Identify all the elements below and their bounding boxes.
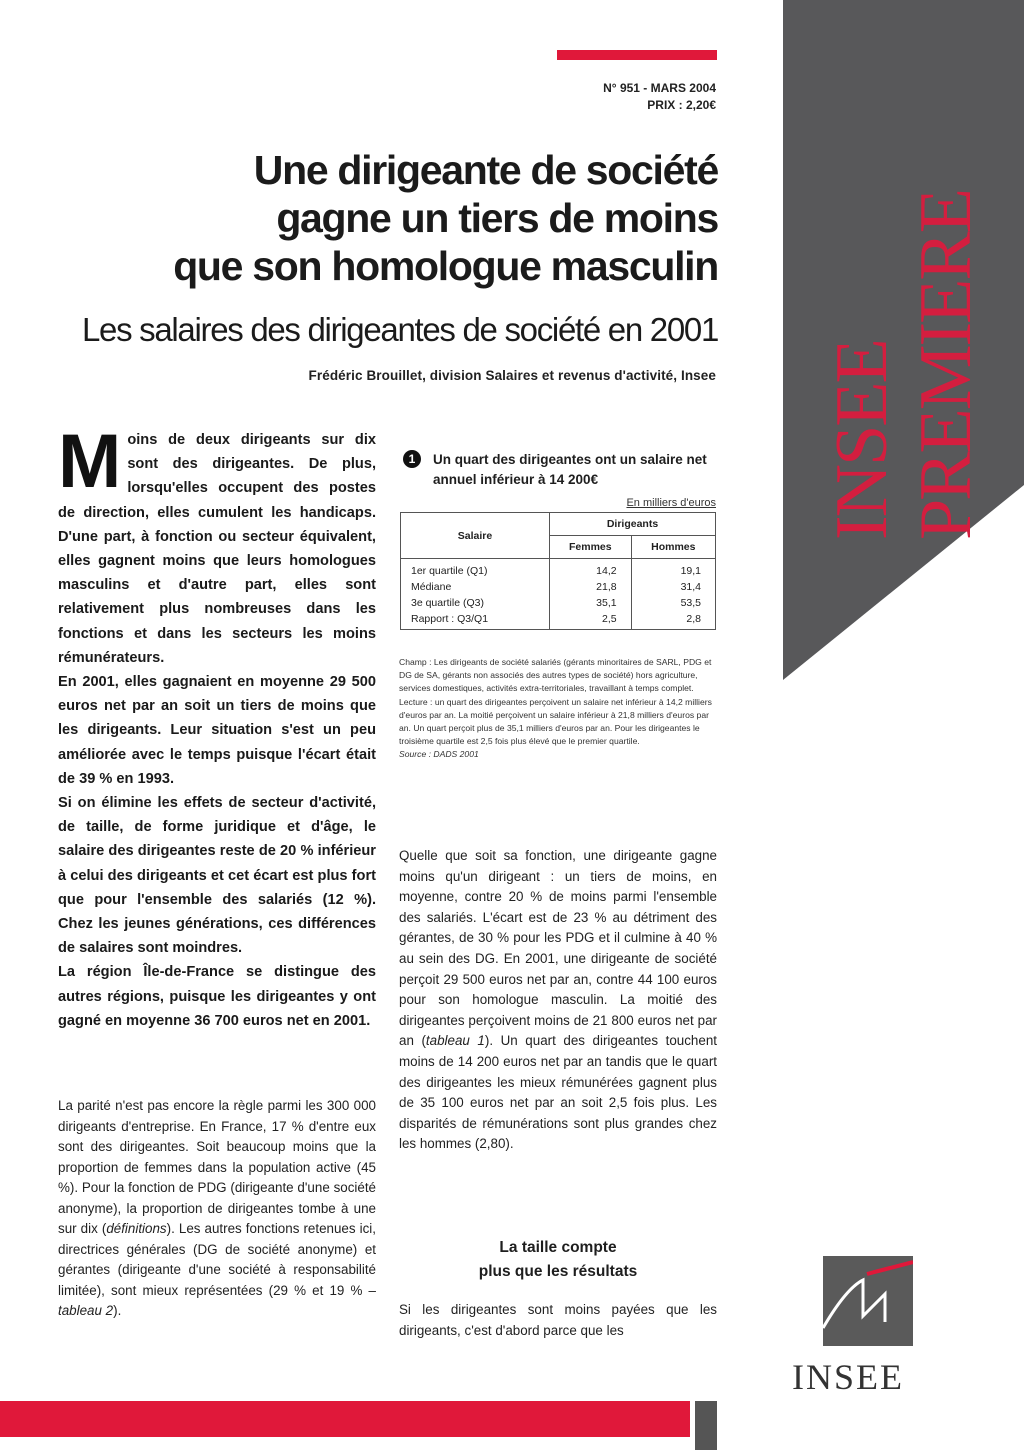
salary-table xyxy=(400,512,716,630)
figure-notes xyxy=(399,656,717,762)
title-line: que son homologue masculin xyxy=(173,243,718,289)
footer-dark-bar xyxy=(695,1401,717,1450)
cell-hommes: 31,4 xyxy=(631,579,715,595)
section-paragraph: Si les dirigeantes sont moins payées que les dirigeants, c'est d'abord parce que les xyxy=(399,1302,717,1338)
row-label: Médiane xyxy=(401,579,550,595)
header-accent-bar xyxy=(557,50,717,60)
insee-logo-icon xyxy=(823,1256,913,1346)
row-label: 3e quartile (Q3) xyxy=(401,595,550,611)
lead-paragraph: En 2001, elles gagnaient en moyenne 29 500 euros net par an soit un tiers de moins que les dirigeants. Leur situation s'est un peu améliorée avec le temps puisque l'écart était de 39 % en 1993. xyxy=(58,674,376,787)
cell-femmes: 35,1 xyxy=(550,595,632,611)
issue-number: N° 951 - MARS 2004 xyxy=(603,81,716,95)
col-header-femmes: Femmes xyxy=(550,536,632,559)
figure-number-badge: 1 xyxy=(403,450,421,468)
issue-price: PRIX : 2,20€ xyxy=(647,98,716,112)
note-lecture: Lecture : un quart des dirigeantes perçoivent un salaire net inférieur à 14,2 milliers d'euros par an. La moitié perçoivent un salaire inférieur à 21,8 milliers d'euros par an. Un quart perçoit plus de 35,1 milliers d'euros par an. Pour les dirigeantes le troisième quartile est 2,5 fois plus élevé que le premier quartile. xyxy=(399,696,712,747)
intro-ref: tableau 2 xyxy=(58,1303,114,1318)
note-source: Source : DADS 2001 xyxy=(399,749,479,760)
page-title xyxy=(38,146,718,290)
cell-hommes: 2,8 xyxy=(631,611,715,630)
drop-cap: M xyxy=(58,419,122,504)
figure-title: Un quart des dirigeantes ont un salaire net annuel inférieur à 14 200€ xyxy=(433,452,707,487)
figure-unit: En milliers d'euros xyxy=(626,497,716,509)
issue-info xyxy=(603,80,716,114)
title-line: gagne un tiers de moins xyxy=(276,195,718,241)
intro-text: La parité n'est pas encore la règle parmi les 300 000 dirigeants d'entreprise. En France, 17 % d'entre eux sont des dirigeantes. Soit beaucoup moins que la proportion de femmes dans la population active (45 %). Pour la fonction de PDG (dirigeante d'une société anonyme), la proportion de dirigeantes tombe à une sur dix ( xyxy=(58,1098,376,1236)
row-label: Rapport : Q3/Q1 xyxy=(401,611,550,630)
brand-line-premiere: PREMIERE xyxy=(905,190,987,540)
intro-text: ). Les autres fonctions retenues ici, directrices générales (DG de société anonyme) et gérantes (dirigeante d'une société à responsabilité limitée), sont mieux représentées (29 % et 19 % – xyxy=(58,1221,376,1298)
cell-femmes: 21,8 xyxy=(550,579,632,595)
intro-ref: définitions xyxy=(106,1221,167,1236)
body-text: ). Un quart des dirigeantes touchent moins de 14 200 euros net par an tandis que le quart des dirigeantes les mieux rémunérées gagnent plus de 35 100 euros net par an soit 2,5 fois plus. Les disparités de rémunérations sont plus grandes chez les hommes (2,80). xyxy=(399,1033,717,1152)
lead-paragraph: La région Île-de-France se distingue des autres régions, puisque les dirigeantes y ont gagné en moyenne 36 700 euros net en 2001. xyxy=(58,964,376,1029)
intro-text: ). xyxy=(113,1303,122,1318)
body-paragraph xyxy=(399,846,717,1155)
body-text: Quelle que soit sa fonction, une dirigeante gagne moins qu'un dirigeant : un tiers de moins, en moyenne, contre 20 % de moins parmi l'ensemble des salariés. L'écart est de 23 % au détriment des gérantes, de 30 % pour les PDG et il culmine à 40 % au sein des DG. En 2001, une dirigeante de société perçoit 29 500 euros net par an, contre 44 100 euros pour son homologue masculin. La moitié des dirigeantes perçoivent moins de 21 800 euros net par an ( xyxy=(399,848,717,1049)
intro-paragraph xyxy=(58,1096,376,1322)
table-row xyxy=(401,579,716,595)
lead-text xyxy=(58,419,376,1033)
cell-femmes: 2,5 xyxy=(550,611,632,630)
col-header-salaire: Salaire xyxy=(401,513,550,559)
table-row xyxy=(401,595,716,611)
footer-red-bar xyxy=(0,1401,690,1437)
body-ref: tableau 1 xyxy=(425,1033,485,1049)
section-heading xyxy=(399,1236,717,1284)
lead-paragraph: Si on élimine les effets de secteur d'activité, de taille, de forme juridique et d'âge, le salaire des dirigeantes reste de 20 % inférieur à celui des dirigeants et cet écart est plus fort que pour l'ensemble des salariés (12 %). Chez les jeunes générations, ces différences de salaires sont moindres. xyxy=(58,795,376,957)
brand-line-insee: INSEE xyxy=(821,340,903,540)
section-heading-line: plus que les résultats xyxy=(478,1263,638,1280)
note-champ: Champ : Les dirigeants de société salariés (gérants minoritaires de SARL, PDG et DG de SA, gérants non associés des autres types de société) hors agriculture, services domestiques, activités extra-territoriales, travaillant à temps complet. xyxy=(399,657,712,694)
cell-femmes: 14,2 xyxy=(550,559,632,580)
row-label: 1er quartile (Q1) xyxy=(401,559,550,580)
cell-hommes: 53,5 xyxy=(631,595,715,611)
section-heading-line: La taille compte xyxy=(499,1239,617,1256)
author-line: Frédéric Brouillet, division Salaires et revenus d'activité, Insee xyxy=(308,368,716,383)
table-row xyxy=(401,559,716,580)
lead-paragraph: oins de deux dirigeants sur dix sont des dirigeantes. De plus, lorsqu'elles occupent des postes de direction, elles cumulent les handicaps. D'une part, à fonction ou secteur équivalent, elles gagnent moins que leurs homologues masculins et d'autre part, elles sont relativement plus nombreuses dans les fonctions et dans les secteurs les moins rémunérateurs. xyxy=(58,432,376,666)
col-header-hommes: Hommes xyxy=(631,536,715,559)
title-line: Une dirigeante de société xyxy=(253,147,718,193)
insee-logo-text: INSEE xyxy=(792,1357,904,1397)
table-row xyxy=(401,611,716,630)
col-header-dirigeants: Dirigeants xyxy=(550,513,716,536)
page-subtitle: Les salaires des dirigeantes de société en 2001 xyxy=(81,311,718,348)
brand-title xyxy=(820,40,1024,540)
cell-hommes: 19,1 xyxy=(631,559,715,580)
